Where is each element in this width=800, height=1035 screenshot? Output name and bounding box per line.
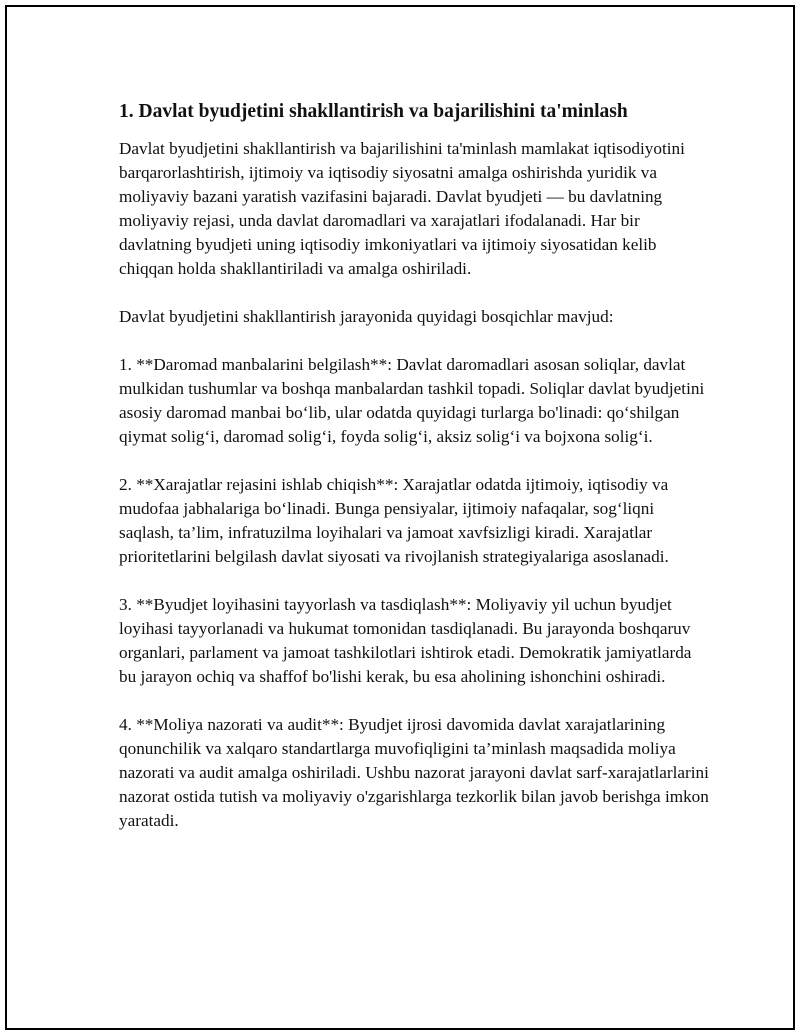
stage-1-paragraph: 1. **Daromad manbalarini belgilash**: Davlat daromadlari asosan soliqlar, davlat mulkidan tushumlar va boshqa manbalardan tashkil topadi. Soliqlar davlat byudjetini asosiy daromad manbai bo‘lib, ular odatda quyidagi turlarga bo'linadi: qo‘shilgan qiymat solig‘i, daromad solig‘i, foyda solig‘i, aksiz solig‘i va bojxona solig‘i. [119, 355, 705, 446]
stage-3-paragraph: 3. **Byudjet loyihasini tayyorlash va tasdiqlash**: Moliyaviy yil uchun byudjet loyihasi tayyorlanadi va hukumat tomonidan tasdiqlanadi. Bu jarayonda boshqaruv organlari, parlament va jamoat tashkilotlari ishtirok etadi. Demokratik jamiyatlarda bu jarayon ochiq va shaffof bo'lishi kerak, bu esa aholining ishonchini oshiradi. [119, 595, 692, 686]
intro-paragraph: Davlat byudjetini shakllantirish va bajarilishini ta'minlash mamlakat iqtisodiyotini barqarorlashtirish, ijtimoiy va iqtisodiy siyosatni amalga oshirishda yuridik va moliyaviy bazani yaratish vazifasini bajaradi. Davlat byudjeti — bu davlatning moliyaviy rejasi, unda davlat daromadlari va xarajatlari ifodalanadi. Har bir davlatning byudjeti uning iqtisodiy imkoniyatlari va ijtimoiy siyosatidan kelib chiqqan holda shakllantiriladi va amalga oshiriladi. [119, 139, 685, 278]
document-title: 1. Davlat byudjetini shakllantirish va bajarilishini ta'minlash [119, 101, 628, 122]
stage-2-paragraph: 2. **Xarajatlar rejasini ishlab chiqish**: Xarajatlar odatda ijtimoiy, iqtisodiy va mudofaa jabhalariga bo‘linadi. Bunga pensiyalar, ijtimoiy nafaqalar, sog‘liqni saqlash, ta’lim, infratuzilma loyihalari va jamoat xavfsizligi kiradi. Xarajatlar prioritetlarini belgilash davlat siyosati va rivojlanish strategiyalariga asoslanadi. [119, 475, 669, 566]
stage-4-paragraph: 4. **Moliya nazorati va audit**: Byudjet ijrosi davomida davlat xarajatlarining qonunchilik va xalqaro standartlarga muvofiqligini ta’minlash maqsadida moliya nazorati va audit amalga oshiriladi. Ushbu nazorat jarayoni davlat sarf-xarajatlarlarini nazorat ostida tutish va moliyaviy o'zgarishlarga tezkorlik bilan javob berishga imkon yaratadi. [119, 715, 709, 830]
document-body [119, 99, 709, 833]
page-frame [5, 5, 795, 1030]
stages-intro-paragraph: Davlat byudjetini shakllantirish jarayonida quyidagi bosqichlar mavjud: [119, 307, 614, 326]
